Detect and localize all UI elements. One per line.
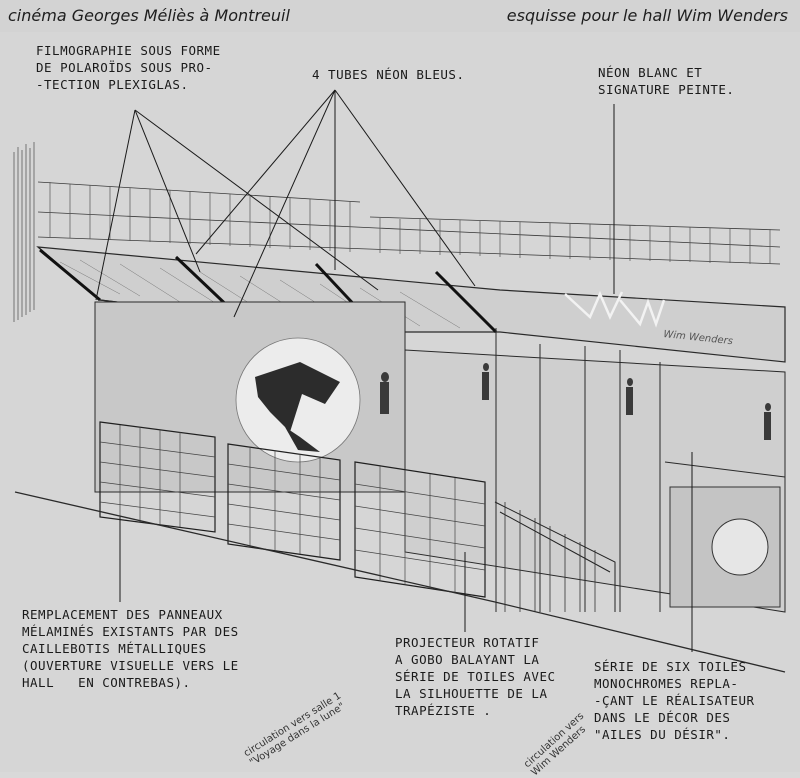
annotation-neon-tubes: 4 TUBES NÉON BLEUS. [312,67,465,82]
annotation-neon-blanc: NÉON BLANC ET SIGNATURE PEINTE. [598,65,735,97]
architectural-sketch [0,32,800,778]
handwritten-circulation-wim: circulation vers Wim Wenders [522,710,588,778]
annotation-serie-toiles: SÉRIE DE SIX TOILES MONOCHROMES REPLA- -ÇANT LE RÉALISATEUR DANS LE DÉCOR DES "AILES DU DÉSIR". [594,659,755,742]
header-right-title: esquisse pour le hall Wim Wenders [506,6,788,25]
header-bar [0,0,800,32]
annotation-remplacement: REMPLACEMENT DES PANNEAUX MÉLAMINÉS EXISTANTS PAR DES CAILLEBOTIS MÉTALLIQUES (OUVERTURE VISUELLE VERS LE HALL EN CONTREBAS). [22,607,239,690]
annotation-projecteur: PROJECTEUR ROTATIF A GOBO BALAYANT LA SÉRIE DE TOILES AVEC LA SILHOUETTE DE LA TRAPÉZISTE . [395,635,556,718]
header-left-title: cinéma Georges Méliès à Montreuil [8,6,290,25]
monochrome-panels [670,487,780,607]
projection-disc [236,338,360,462]
handwritten-circulation-salle: circulation vers salle 1 "Voyage dans la lune" [242,690,347,769]
annotation-filmographie: FILMOGRAPHIE SOUS FORME DE POLAROÏDS SOUS PRO- -TECTION PLEXIGLAS. [36,43,221,92]
handwritten-signature: Wim Wenders [662,329,734,348]
